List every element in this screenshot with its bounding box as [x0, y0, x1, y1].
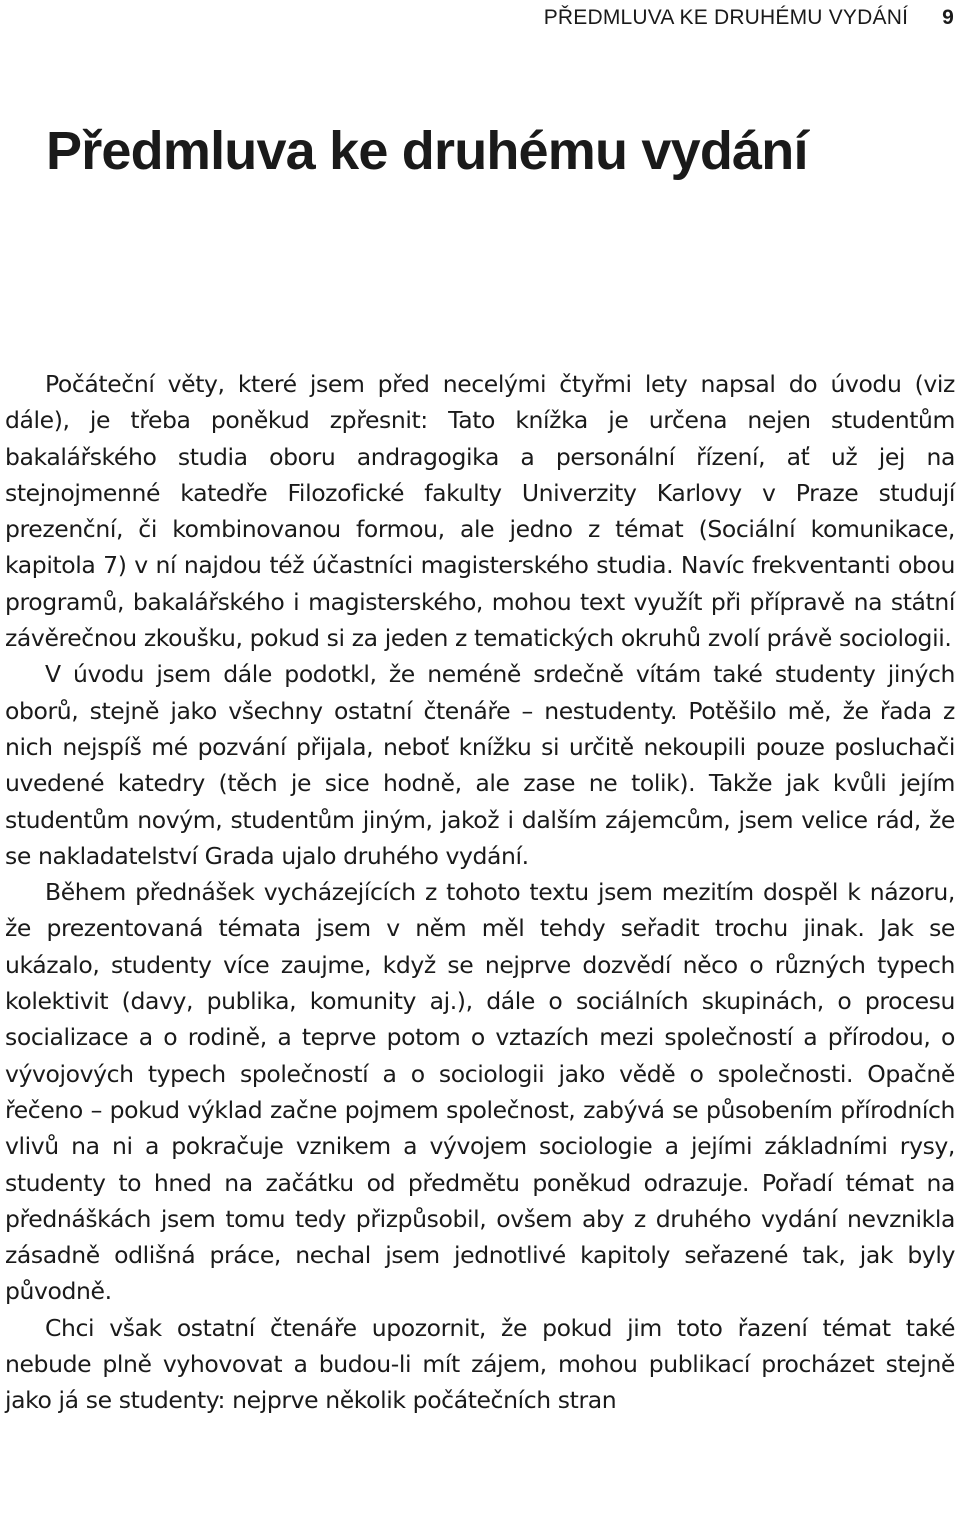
paragraph-1: Počáteční věty, které jsem před necelými čtyřmi lety napsal do úvodu (viz dále), je třeba poněkud zpřesnit: Tato knížka je určena nejen studentům bakalářského studia oboru andragogika a personální řízení, ať už jej na stejnojmenné katedře Filozofické fakulty Univerzity Karlovy v Praze studují prezenční, či kombinovanou formou, ale jedno z témat (Sociální komunikace, kapitola 7) v ní najdou též účastníci magisterského studia. Navíc frekventanti obou programů, bakalářského i magisterského, mohou text využít při přípravě na státní závěrečnou zkoušku, pokud si za jeden z tematických okruhů zvolí právě sociologii.: [5, 370, 955, 653]
chapter-title: Předmluva ke druhému vydání: [46, 121, 808, 181]
running-header: [544, 4, 954, 32]
paragraph-3: Během přednášek vycházejících z tohoto textu jsem mezitím dospěl k názoru, že prezentovaná témata jsem v něm měl tehdy seřadit trochu jinak. Jak se ukázalo, studenty více zaujme, když se nejprve dozvědí něco o různých typech kolektivit (davy, publika, komunity aj.), dále o sociálních skupinách, o procesu socializace a o rodině, a teprve potom o vztazích mezi společností a přírodou, o vývojových typech společností a o sociologii jako vědě o společnosti. Opačně řečeno – pokud výklad začne pojmem společnost, zabývá se působením přírodních vlivů na ni a pokračuje vznikem a vývojem sociologie a jejími základními rysy, studenty to hned na začátku od předmětu poněkud odrazuje. Pořadí témat na přednáškách jsem tomu tedy přizpůsobil, ovšem aby z druhého vydání nevznikla zásadně odlišná práce, nechal jsem jednotlivé kapitoly seřazené tak, jak byly původně.: [5, 878, 955, 1306]
paragraph-2: V úvodu jsem dále podotkl, že neméně srdečně vítám také studenty jiných oborů, stejně jako všechny ostatní čtenáře – nestudenty. Potěšilo mě, že řada z nich nejspíš mé pozvání přijala, neboť knížku si určitě nekoupili pouze posluchači uvedené katedry (těch je sice hodně, ale zase ne tolik). Takže jak kvůli jejím studentům novým, studentům jiným, jakož i dalším zájemcům, jsem velice rád, že se nakladatelství Grada ujalo druhého vydání.: [5, 660, 955, 870]
paragraph-4: Chci však ostatní čtenáře upozornit, že pokud jim toto řazení témat také nebude plně vyhovovat a budou-li mít zájem, mohou publikací procházet stejně jako já se studenty: nejprve několik počátečních stran: [5, 1313, 955, 1415]
running-title: PŘEDMLUVA KE DRUHÉMU VYDÁNÍ: [543, 6, 909, 29]
page-number: 9: [942, 6, 954, 29]
body-text: [5, 366, 955, 1419]
